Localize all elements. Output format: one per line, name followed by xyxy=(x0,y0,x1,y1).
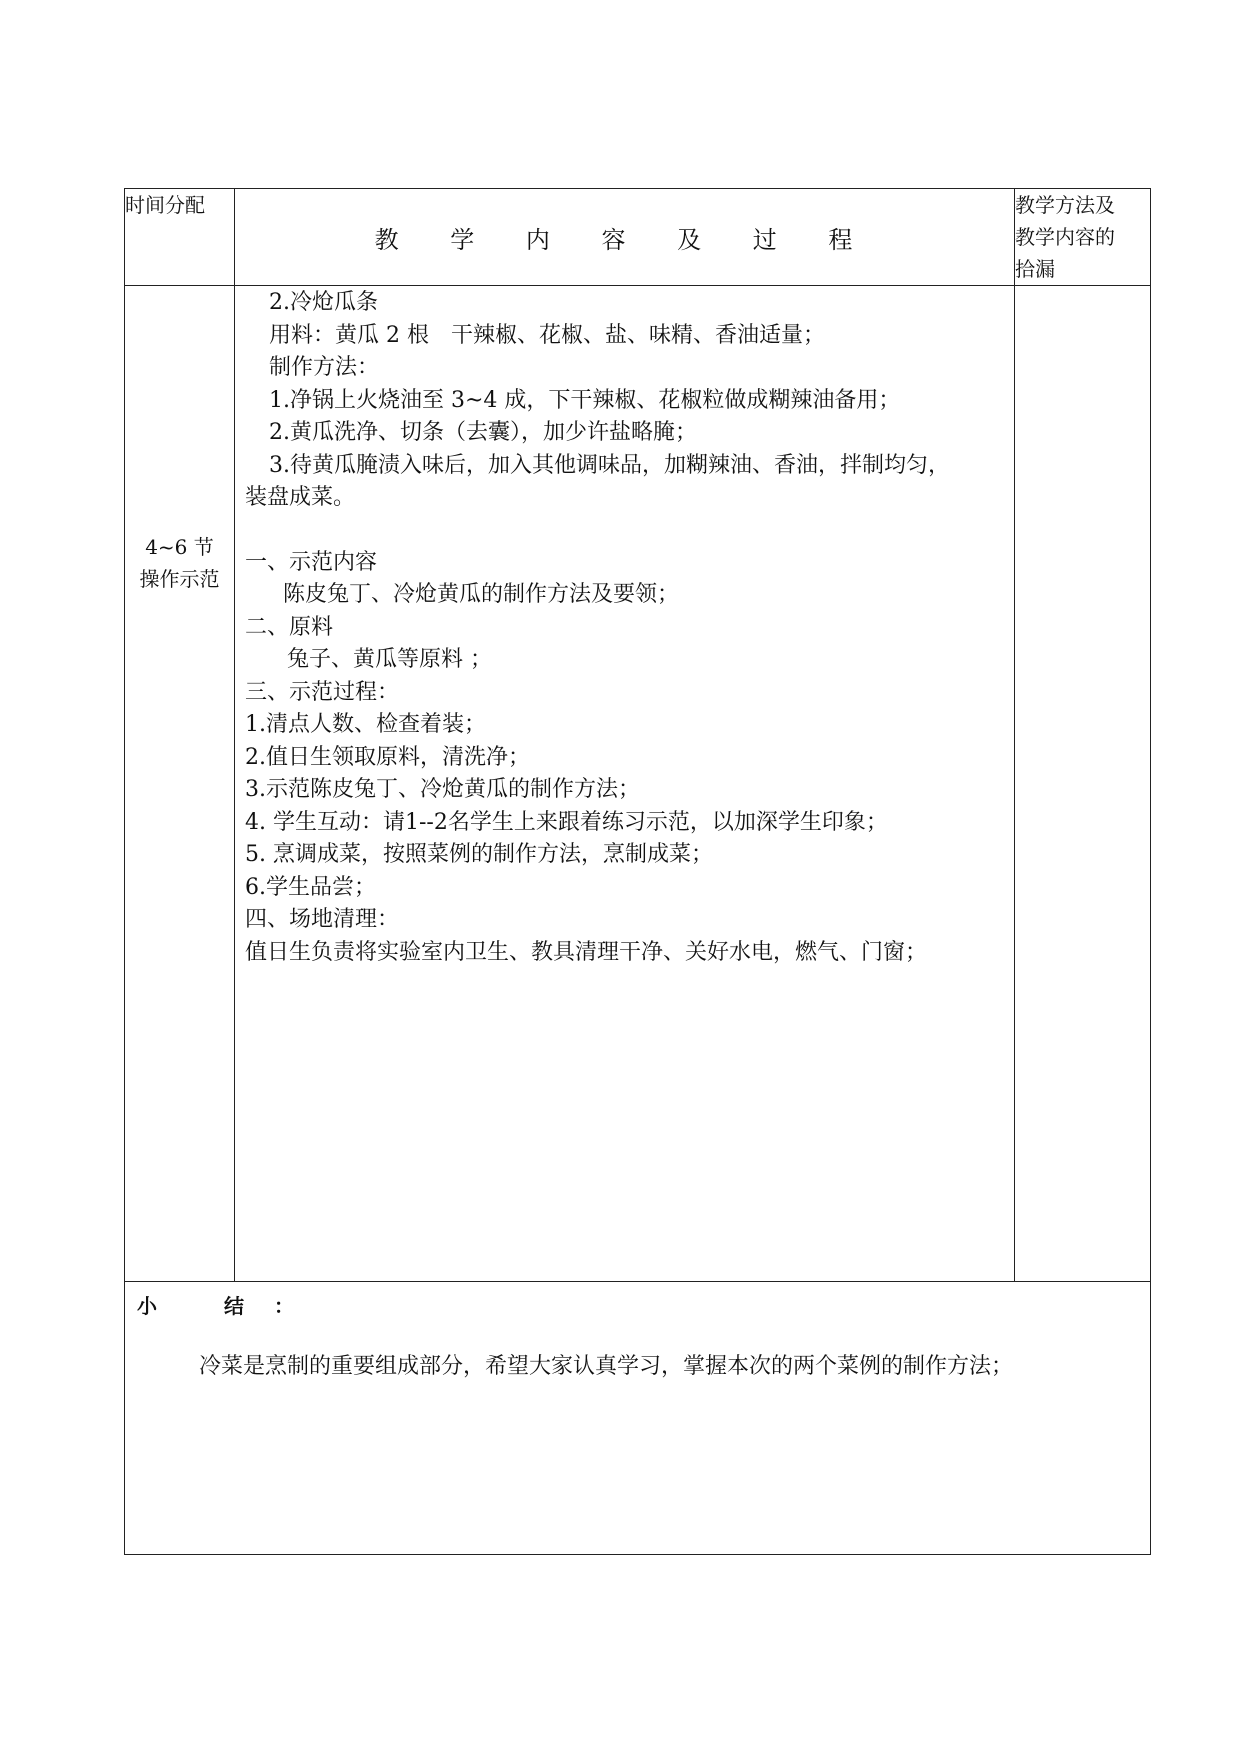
recipe-title: 2.冷炝瓜条 xyxy=(269,290,378,315)
summary-row xyxy=(125,1282,1151,1555)
header-method-line: 教学方法及 xyxy=(1015,193,1115,217)
section-text: 兔子、黄瓜等原料 ； xyxy=(287,647,492,672)
method-step-continued: 装盘成菜。 xyxy=(245,485,356,510)
summary-text: 冷菜是烹制的重要组成部分，希望大家认真学习，掌握本次的两个菜例的制作方法； xyxy=(199,1354,1014,1379)
time-allocation xyxy=(125,531,234,595)
header-time: 时间分配 xyxy=(125,193,205,217)
process-step: 4. 学生互动：请1--2名学生上来跟着练习示范，以加深学生印象； xyxy=(245,809,888,835)
section-text: 陈皮兔丁、冷炝黄瓜的制作方法及要领； xyxy=(283,582,680,607)
header-method-line: 拾漏 xyxy=(1015,257,1055,281)
method-title: 制作方法： xyxy=(269,355,380,380)
header-row xyxy=(125,189,1151,286)
header-method-cell xyxy=(1015,189,1151,286)
section-title: 一、示范内容 xyxy=(245,549,378,575)
process-step: 2.值日生领取原料，清洗净； xyxy=(245,744,530,770)
summary-cell xyxy=(125,1282,1151,1555)
time-activity: 操作示范 xyxy=(139,567,220,591)
process-step: 3.示范陈皮兔丁、冷炝黄瓜的制作方法； xyxy=(245,777,640,802)
content-row xyxy=(125,286,1151,1282)
process-step: 5. 烹调成菜，按照菜例的制作方法，烹制成菜； xyxy=(245,842,713,867)
teaching-content-cell xyxy=(235,286,1015,1282)
header-title: 教 学 内 容 及 过 程 xyxy=(374,225,875,254)
time-period: 4~6 节 xyxy=(145,535,214,559)
summary-label: 小 结： xyxy=(137,1294,324,1318)
spacer xyxy=(245,515,1006,547)
method-step: 1.净锅上火烧油至 3~4 成，下干辣椒、花椒粒做成糊辣油备用； xyxy=(269,387,901,413)
time-allocation-cell xyxy=(125,286,235,1282)
process-step: 6.学生品尝； xyxy=(245,874,376,900)
section-title: 二、原料 xyxy=(245,614,334,640)
lesson-plan-table xyxy=(124,188,1151,1555)
method-notes-cell xyxy=(1015,286,1151,1282)
header-method-line: 教学内容的 xyxy=(1015,225,1115,249)
header-title-cell xyxy=(235,189,1015,286)
method-step: 2.黄瓜洗净、切条（去囊），加少许盐略腌； xyxy=(269,420,697,445)
section-title: 四、场地清理： xyxy=(245,907,400,932)
recipe-ingredients: 用料：黄瓜 2 根 干辣椒、花椒、盐、味精、香油适量； xyxy=(269,322,825,348)
process-step: 1.清点人数、检查着装； xyxy=(245,712,486,737)
header-time-cell xyxy=(125,189,235,286)
section-text: 值日生负责将实验室内卫生、教具清理干净、关好水电，燃气、门窗； xyxy=(245,939,928,965)
method-step: 3.待黄瓜腌渍入味后，加入其他调味品，加糊辣油、香油，拌制均匀， xyxy=(269,452,950,478)
section-title: 三、示范过程： xyxy=(245,679,400,705)
